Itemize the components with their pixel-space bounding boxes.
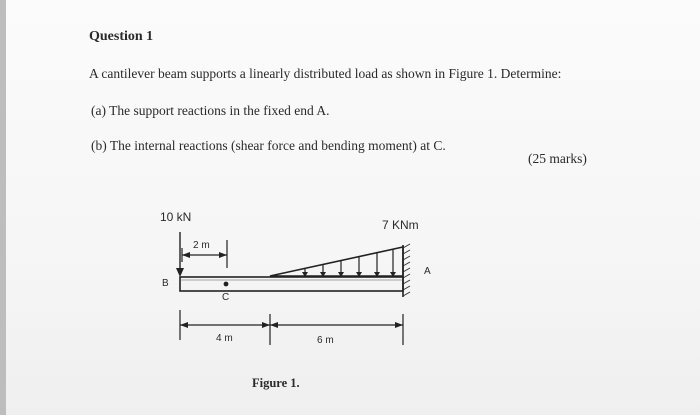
distributed-load-arrows	[305, 249, 393, 276]
dimension-6m-arrow-left	[270, 322, 278, 328]
point-load-arrowhead	[176, 268, 184, 277]
dimension-6m-label: 6 m	[317, 335, 334, 346]
figure-caption: Figure 1.	[252, 376, 300, 390]
distributed-load-label: 7 KNm	[382, 218, 419, 232]
question-intro: A cantilever beam supports a linearly distributed load as shown in Figure 1. Determine:	[89, 66, 562, 81]
dimension-6m-arrow-right	[395, 322, 403, 328]
question-part-b: (b) The internal reactions (shear force and bending moment) at C.	[91, 138, 446, 153]
point-b-label: B	[162, 278, 169, 289]
dimension-2m-arrow-right	[219, 252, 227, 258]
point-c-label: C	[222, 292, 230, 303]
question-title: Question 1	[89, 29, 154, 44]
dimension-4m-arrow-right	[262, 322, 270, 328]
point-a-label: A	[424, 266, 431, 277]
dimension-4m-arrow-left	[180, 322, 188, 328]
distributed-load-triangle	[270, 247, 403, 276]
beam	[180, 277, 403, 291]
marks-label: (25 marks)	[528, 151, 587, 166]
dimension-4m-label: 4 m	[216, 333, 233, 344]
dimension-bottom	[180, 310, 403, 345]
fixed-support-hatching	[403, 244, 410, 296]
point-load-label: 10 kN	[160, 210, 192, 224]
point-c-marker	[224, 282, 229, 287]
question-part-a: (a) The support reactions in the fixed end A.	[91, 103, 330, 118]
dimension-2m-arrow-left	[182, 252, 190, 258]
dimension-2m-label: 2 m	[193, 240, 210, 251]
